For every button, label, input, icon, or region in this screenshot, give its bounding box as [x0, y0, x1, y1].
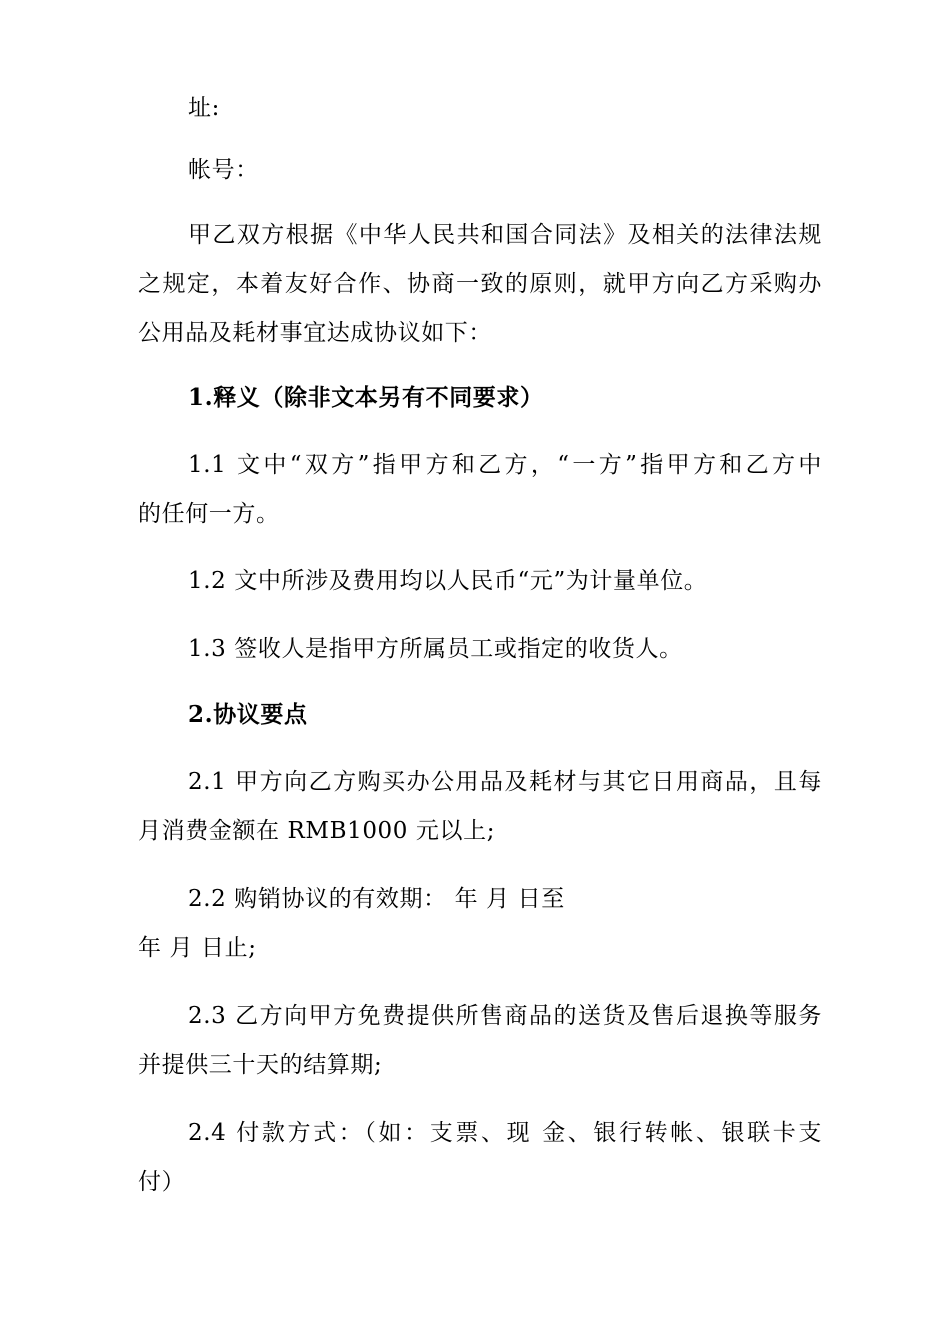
account-label: 帐号：	[188, 157, 259, 183]
clause-line: 月消费金额在 RMB1000 元以上;	[138, 818, 496, 844]
clause-line: 2.3 乙方向甲方免费提供所售商品的送货及售后退换等服务	[188, 1003, 822, 1029]
intro-paragraph-line: 甲乙双方根据《中华人民共和国合同法》及相关的法律法规	[188, 222, 822, 248]
clause-line: 1.1 文中“双方”指甲方和乙方，“一方”指甲方和乙方中	[188, 452, 822, 478]
clause-line: 年 月 日止;	[138, 935, 257, 961]
clause-line: 并提供三十天的结算期;	[138, 1052, 383, 1078]
clause-line: 1.2 文中所涉及费用均以人民币“元”为计量单位。	[188, 568, 708, 594]
section-heading: 1.释义（除非文本另有不同要求）	[188, 384, 544, 411]
clause-line: 2.1 甲方向乙方购买办公用品及耗材与其它日用商品，且每	[188, 769, 822, 795]
address-label: 址:	[188, 95, 220, 121]
clause-line: 2.2 购销协议的有效期： 年 月 日至	[188, 886, 565, 912]
clause-line: 付）	[138, 1169, 186, 1195]
clause-line: 的任何一方。	[138, 501, 280, 527]
intro-paragraph-line: 公用品及耗材事宜达成协议如下：	[138, 320, 492, 346]
clause-line: 1.3 签收人是指甲方所属员工或指定的收货人。	[188, 636, 683, 662]
section-heading: 2.协议要点	[188, 701, 308, 728]
intro-paragraph-line: 之规定，本着友好合作、协商一致的原则，就甲方向乙方采购办	[138, 271, 822, 297]
clause-line: 2.4 付款方式：（如：支票、现 金、银行转帐、银联卡支	[188, 1120, 822, 1146]
